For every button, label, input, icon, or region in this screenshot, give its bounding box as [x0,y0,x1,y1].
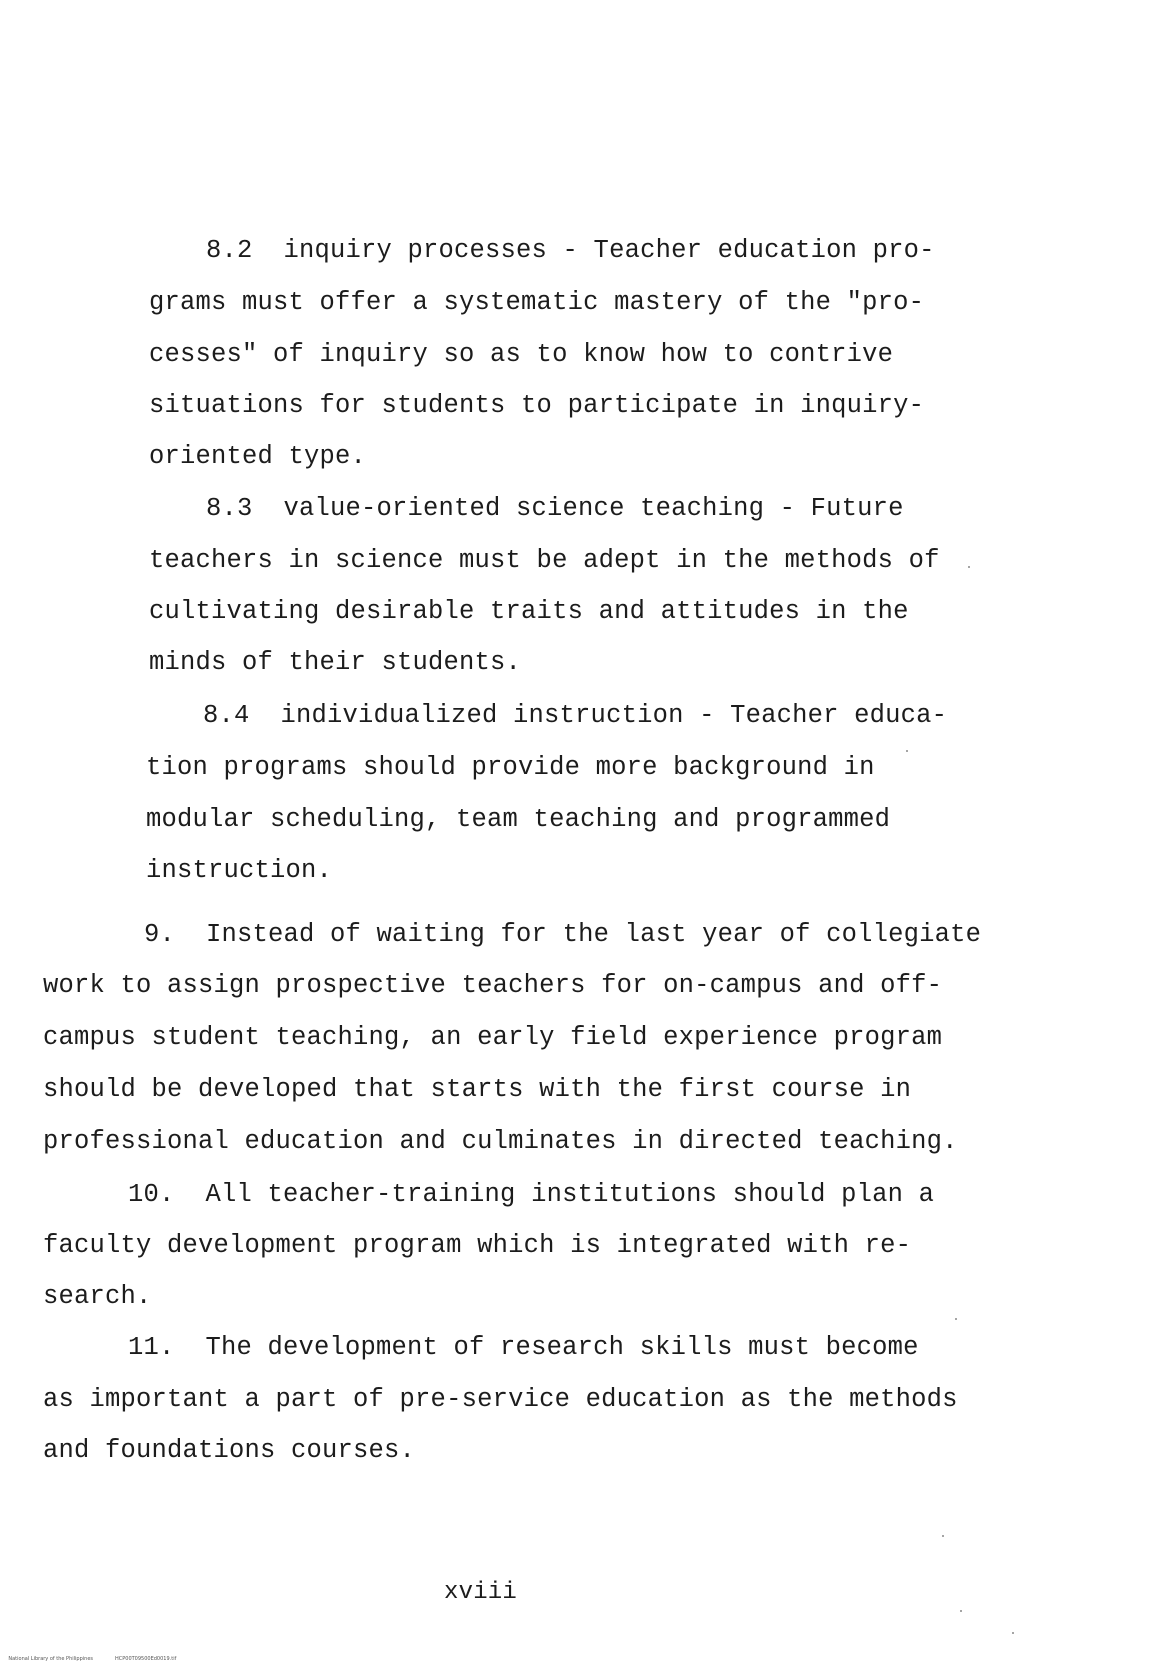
text-line: 9. Instead of waiting for the last year of collegiate [144,920,982,949]
scan-speck [968,566,970,568]
text-line: grams must offer a systematic mastery of the "pro- [149,288,925,317]
text-line: situations for students to participate in inquiry- [149,391,925,420]
text-line: modular scheduling, team teaching and programmed [146,805,891,834]
text-line: and foundations courses. [43,1436,416,1465]
text-line: 10. All teacher-training institutions should plan a [128,1180,935,1209]
text-line: instruction. [146,856,333,885]
scan-speck [1012,1632,1014,1634]
text-line: 8.2 inquiry processes - Teacher education pro- [206,236,935,265]
text-line: tion programs should provide more background in [146,753,875,782]
text-line: work to assign prospective teachers for on-campus and off- [43,971,943,1000]
text-line: oriented type. [149,442,367,471]
page-number: xviii [444,1579,518,1606]
text-line: minds of their students. [149,648,522,677]
text-line: 8.4 individualized instruction - Teacher educa- [203,701,948,730]
text-line: faculty development program which is integrated with re- [43,1231,912,1260]
scan-footer [2,1650,176,1668]
text-line: professional education and culminates in directed teaching. [43,1127,958,1156]
scan-speck [906,750,908,752]
text-line: cesses" of inquiry so as to know how to contrive [149,340,894,369]
text-line: teachers in science must be adept in the methods of [149,546,940,575]
scan-speck [942,1535,944,1537]
text-line: search. [43,1282,152,1311]
text-line: 11. The development of research skills must become [128,1333,919,1362]
text-line: 8.3 value-oriented science teaching - Future [206,494,904,523]
text-line: cultivating desirable traits and attitudes in the [149,597,909,626]
footer-library: National Library of the Philippines [8,1656,93,1662]
scan-speck [960,1610,962,1612]
scan-speck [955,1318,957,1320]
text-line: campus student teaching, an early field experience program [43,1023,943,1052]
text-line: should be developed that starts with the first course in [43,1075,912,1104]
footer-filename: HCP00T09500Ed0019.tif [115,1656,177,1662]
text-line: as important a part of pre-service education as the methods [43,1385,958,1414]
